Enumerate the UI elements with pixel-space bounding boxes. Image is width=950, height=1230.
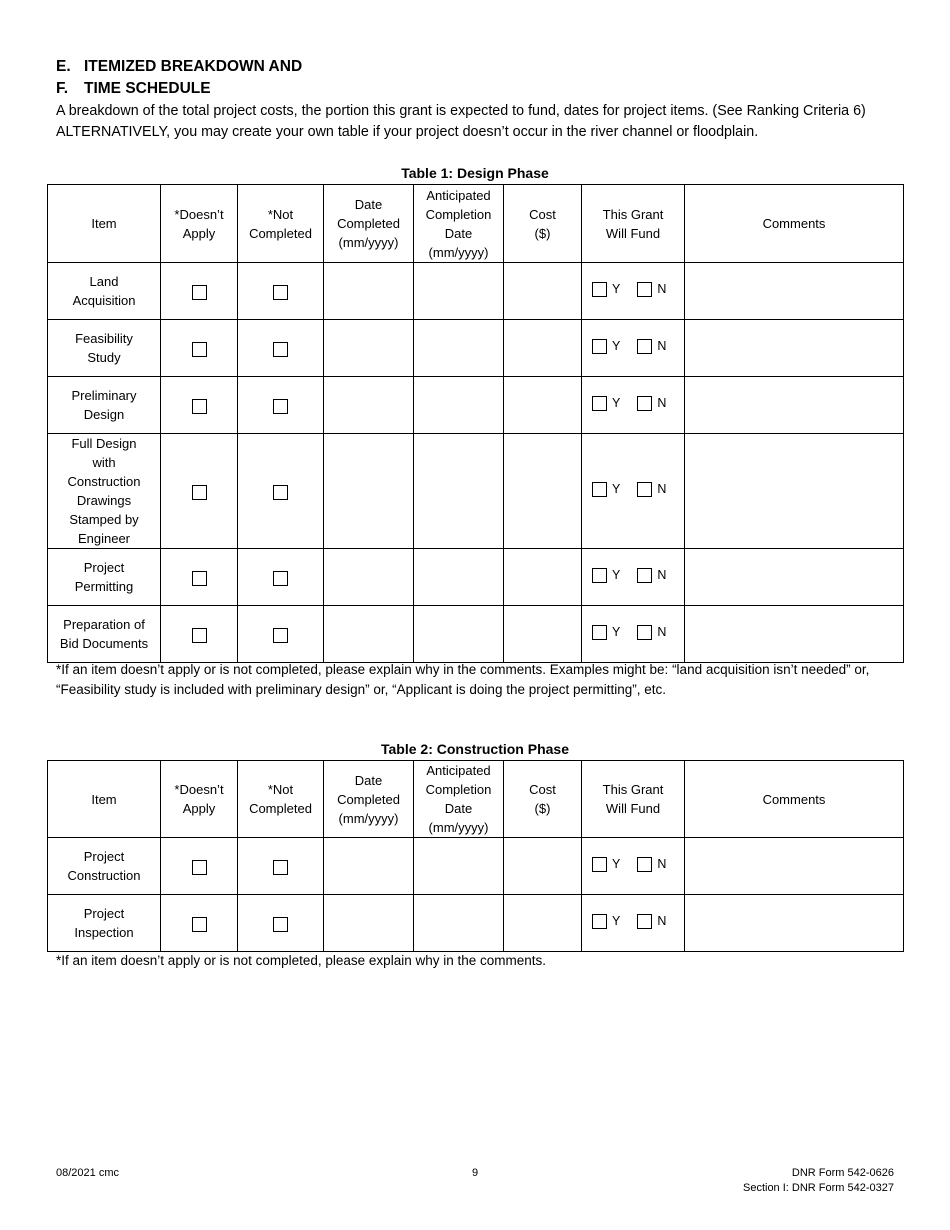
table2-footnote: *If an item doesn’t apply or is not completed, please explain why in the comments. [56, 953, 547, 968]
grant-no-checkbox[interactable] [637, 339, 652, 354]
header-item: Item [48, 185, 161, 263]
table-row [48, 838, 904, 895]
item-name: Feasibility Study [48, 320, 161, 377]
anticipated-date-input[interactable] [414, 263, 504, 320]
doesnt-apply-cell [161, 320, 238, 377]
grant-yes-checkbox[interactable] [592, 625, 607, 640]
grant-yes-option: Y [592, 855, 620, 874]
not-completed-cell [238, 606, 324, 663]
doesnt-apply-cell [161, 895, 238, 952]
date-completed-input[interactable] [324, 320, 414, 377]
cost-input[interactable] [504, 549, 582, 606]
cost-input[interactable] [504, 606, 582, 663]
grant-yes-checkbox[interactable] [592, 857, 607, 872]
item-name: Project Inspection [48, 895, 161, 952]
doesnt-apply-checkbox[interactable] [192, 399, 207, 414]
header-not-completed: *Not Completed [238, 185, 324, 263]
grant-yes-option: Y [592, 394, 620, 413]
grant-fund-cell [582, 895, 685, 952]
header-comments: Comments [685, 185, 904, 263]
date-completed-input[interactable] [324, 838, 414, 895]
header-doesnt-apply: *Doesn’t Apply [161, 761, 238, 838]
grant-no-checkbox[interactable] [637, 482, 652, 497]
not-completed-cell [238, 263, 324, 320]
doesnt-apply-cell [161, 377, 238, 434]
not-completed-cell [238, 434, 324, 549]
table-row [48, 606, 904, 663]
doesnt-apply-checkbox[interactable] [192, 485, 207, 500]
comments-input[interactable] [685, 320, 904, 377]
not-completed-checkbox[interactable] [273, 917, 288, 932]
page-number: 9 [471, 1167, 479, 1179]
design-phase-table [47, 184, 904, 663]
grant-no-checkbox[interactable] [637, 857, 652, 872]
comments-input[interactable] [685, 549, 904, 606]
header-doesnt-apply: *Doesn’t Apply [161, 185, 238, 263]
footer-form-number: DNR Form 542-0626 [791, 1167, 894, 1179]
doesnt-apply-cell [161, 606, 238, 663]
anticipated-date-input[interactable] [414, 838, 504, 895]
table2-title: Table 2: Construction Phase [381, 741, 569, 757]
grant-yes-option: Y [592, 566, 620, 585]
header-not-completed: *Not Completed [238, 761, 324, 838]
grant-yes-checkbox[interactable] [592, 568, 607, 583]
cost-input[interactable] [504, 838, 582, 895]
header-cost: Cost ($) [504, 761, 582, 838]
grant-no-option: N [637, 566, 666, 585]
doesnt-apply-cell [161, 263, 238, 320]
section-f-heading: F. TIME SCHEDULE [56, 80, 211, 97]
not-completed-checkbox[interactable] [273, 399, 288, 414]
grant-yes-checkbox[interactable] [592, 339, 607, 354]
grant-no-option: N [637, 280, 666, 299]
table-row [48, 263, 904, 320]
grant-no-option: N [637, 855, 666, 874]
grant-yes-option: Y [592, 480, 620, 499]
doesnt-apply-checkbox[interactable] [192, 342, 207, 357]
not-completed-checkbox[interactable] [273, 285, 288, 300]
date-completed-input[interactable] [324, 895, 414, 952]
not-completed-cell [238, 320, 324, 377]
grant-no-checkbox[interactable] [637, 625, 652, 640]
header-date-completed: Date Completed (mm/yyyy) [324, 185, 414, 263]
not-completed-cell [238, 377, 324, 434]
header-date-completed: Date Completed (mm/yyyy) [324, 761, 414, 838]
doesnt-apply-checkbox[interactable] [192, 917, 207, 932]
header-item: Item [48, 761, 161, 838]
grant-yes-checkbox[interactable] [592, 396, 607, 411]
item-name: Full Design with Construction Drawings Stamped by Engineer [48, 434, 161, 549]
header-grant-will-fund: This Grant Will Fund [582, 761, 685, 838]
anticipated-date-input[interactable] [414, 320, 504, 377]
date-completed-input[interactable] [324, 377, 414, 434]
date-completed-input[interactable] [324, 263, 414, 320]
grant-yes-option: Y [592, 623, 620, 642]
grant-no-option: N [637, 480, 666, 499]
item-name: Project Permitting [48, 549, 161, 606]
comments-input[interactable] [685, 838, 904, 895]
table-row [48, 377, 904, 434]
item-name: Land Acquisition [48, 263, 161, 320]
grant-no-option: N [637, 623, 666, 642]
section-e-heading: E. ITEMIZED BREAKDOWN AND [56, 58, 303, 75]
doesnt-apply-checkbox[interactable] [192, 628, 207, 643]
header-anticipated-completion: Anticipated Completion Date (mm/yyyy) [414, 761, 504, 838]
grant-no-option: N [637, 337, 666, 356]
anticipated-date-input[interactable] [414, 895, 504, 952]
doesnt-apply-checkbox[interactable] [192, 285, 207, 300]
comments-input[interactable] [685, 895, 904, 952]
intro-paragraph: A breakdown of the total project costs, the portion this grant is expected to fund, dates for project items. (See Ranking Criteria 6) ALTERNATIVELY, you may create your own table if your project doesn’t occur in the river channel or floodplain. [56, 103, 866, 140]
construction-phase-table [47, 760, 904, 952]
grant-no-checkbox[interactable] [637, 396, 652, 411]
not-completed-checkbox[interactable] [273, 571, 288, 586]
grant-yes-checkbox[interactable] [592, 914, 607, 929]
grant-fund-cell [582, 377, 685, 434]
anticipated-date-input[interactable] [414, 434, 504, 549]
grant-yes-option: Y [592, 337, 620, 356]
grant-no-option: N [637, 912, 666, 931]
not-completed-checkbox[interactable] [273, 485, 288, 500]
table-row [48, 320, 904, 377]
cost-input[interactable] [504, 377, 582, 434]
grant-yes-checkbox[interactable] [592, 282, 607, 297]
comments-input[interactable] [685, 263, 904, 320]
table2-header-row [48, 761, 904, 838]
grant-fund-cell [582, 606, 685, 663]
item-name: Preliminary Design [48, 377, 161, 434]
not-completed-cell [238, 895, 324, 952]
footer-date: 08/2021 cmc [56, 1167, 119, 1179]
item-name: Project Construction [48, 838, 161, 895]
footer-section-form: Section I: DNR Form 542-0327 [742, 1182, 894, 1194]
not-completed-checkbox[interactable] [273, 860, 288, 875]
doesnt-apply-cell [161, 434, 238, 549]
footer-form-ids [743, 1166, 894, 1196]
anticipated-date-input[interactable] [414, 549, 504, 606]
doesnt-apply-checkbox[interactable] [192, 571, 207, 586]
grant-fund-cell [582, 549, 685, 606]
header-cost: Cost ($) [504, 185, 582, 263]
doesnt-apply-cell [161, 838, 238, 895]
cost-input[interactable] [504, 434, 582, 549]
grant-fund-cell [582, 838, 685, 895]
grant-no-checkbox[interactable] [637, 568, 652, 583]
cost-input[interactable] [504, 320, 582, 377]
not-completed-checkbox[interactable] [273, 628, 288, 643]
grant-fund-cell [582, 320, 685, 377]
doesnt-apply-cell [161, 549, 238, 606]
table-row [48, 895, 904, 952]
grant-fund-cell [582, 263, 685, 320]
grant-no-checkbox[interactable] [637, 282, 652, 297]
item-name: Preparation of Bid Documents [48, 606, 161, 663]
not-completed-cell [238, 838, 324, 895]
anticipated-date-input[interactable] [414, 606, 504, 663]
header-grant-will-fund: This Grant Will Fund [582, 185, 685, 263]
date-completed-input[interactable] [324, 606, 414, 663]
table-row [48, 549, 904, 606]
table1-header-row [48, 185, 904, 263]
cost-input[interactable] [504, 895, 582, 952]
not-completed-cell [238, 549, 324, 606]
grant-no-checkbox[interactable] [637, 914, 652, 929]
cost-input[interactable] [504, 263, 582, 320]
grant-yes-checkbox[interactable] [592, 482, 607, 497]
comments-input[interactable] [685, 434, 904, 549]
comments-input[interactable] [685, 606, 904, 663]
grant-yes-option: Y [592, 280, 620, 299]
not-completed-checkbox[interactable] [273, 342, 288, 357]
anticipated-date-input[interactable] [414, 377, 504, 434]
date-completed-input[interactable] [324, 434, 414, 549]
table-row [48, 434, 904, 549]
table1-title: Table 1: Design Phase [401, 165, 549, 181]
header-anticipated-completion: Anticipated Completion Date (mm/yyyy) [414, 185, 504, 263]
header-comments: Comments [685, 761, 904, 838]
grant-yes-option: Y [592, 912, 620, 931]
grant-fund-cell [582, 434, 685, 549]
date-completed-input[interactable] [324, 549, 414, 606]
grant-no-option: N [637, 394, 666, 413]
doesnt-apply-checkbox[interactable] [192, 860, 207, 875]
table1-footnote: *If an item doesn’t apply or is not completed, please explain why in the comments. Examples might be: “land acquisition isn’t needed” or, “Feasibility study is included with preliminary design” or, “Applicant is doing the project permitting”, etc. [56, 662, 870, 697]
comments-input[interactable] [685, 377, 904, 434]
